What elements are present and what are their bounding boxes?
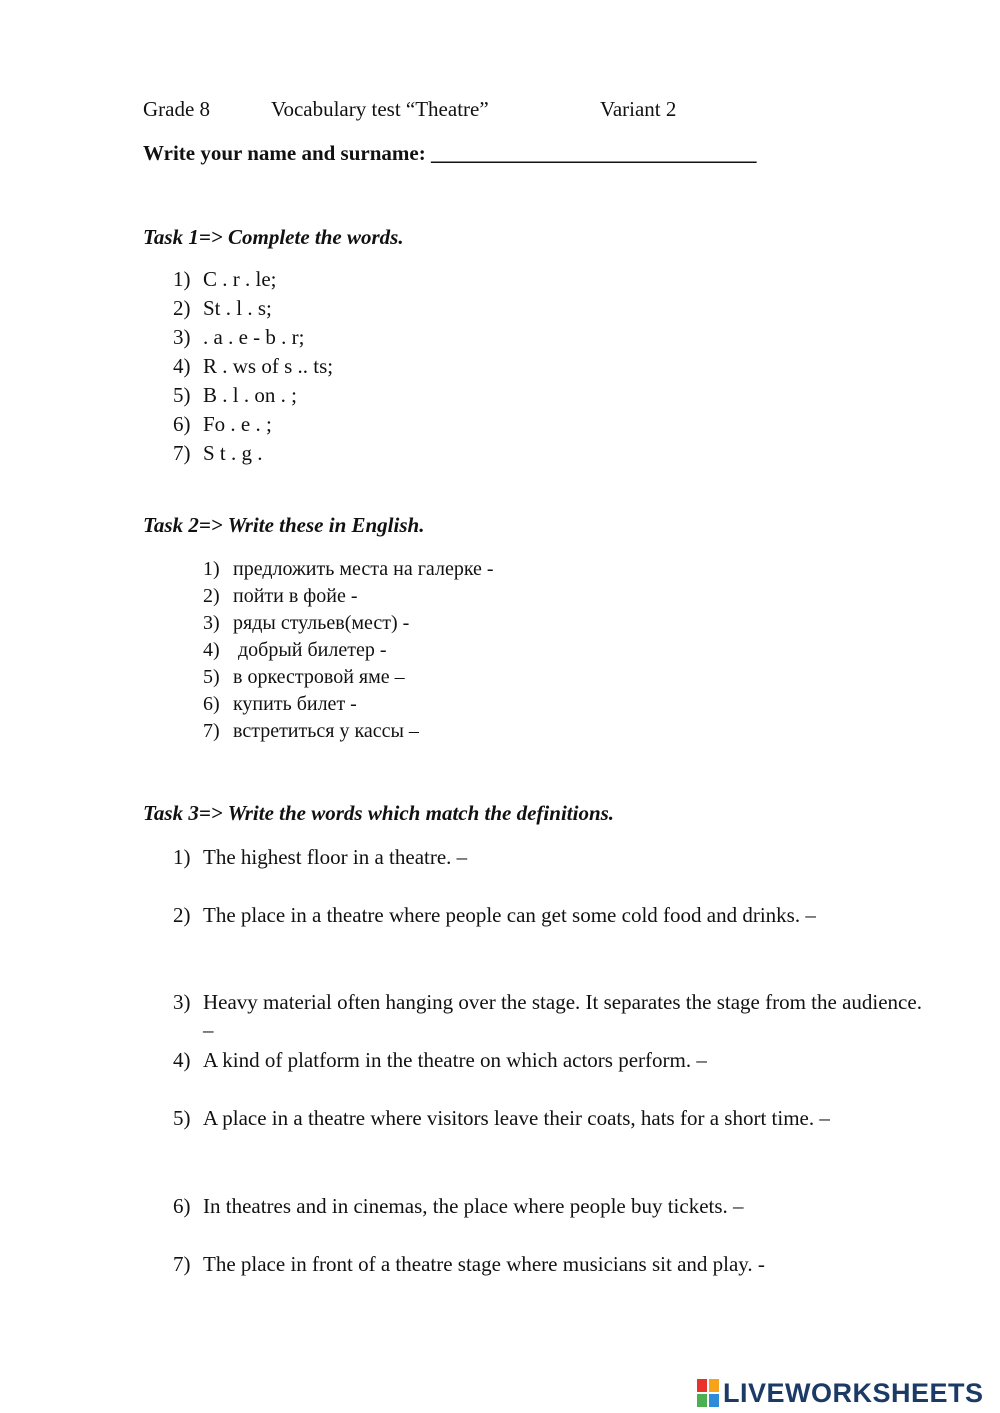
task3-title: Task 3=> Write the words which match the definitions. bbox=[143, 801, 615, 825]
task1-item: 3) . a . e - b . r; bbox=[173, 325, 305, 349]
liveworksheets-logo-text: LIVEWORKSHEETS bbox=[723, 1377, 984, 1408]
variant-label: Variant 2 bbox=[600, 97, 677, 121]
task3-item: 6) In theatres and in cinemas, the place where people buy tickets. – bbox=[173, 1194, 744, 1218]
liveworksheets-logo bbox=[697, 1376, 984, 1410]
task2-item: 5) в оркестровой яме – bbox=[203, 666, 405, 688]
task2-item: 1) предложить места на галерке - bbox=[203, 558, 494, 580]
task2-item: 7) встретиться у кассы – bbox=[203, 720, 419, 742]
task2-list bbox=[203, 555, 494, 744]
task2-item: 3) ряды стульев(мест) - bbox=[203, 612, 410, 634]
test-title: Vocabulary test “Theatre” bbox=[271, 97, 489, 121]
task1-item: 1) C . r . le; bbox=[173, 267, 277, 291]
task3-item: 5) A place in a theatre where visitors leave their coats, hats for a short time. – bbox=[173, 1106, 830, 1130]
task1-list bbox=[173, 265, 333, 468]
liveworksheets-logo-icon bbox=[697, 1379, 719, 1407]
task3-item: 3) Heavy material often hanging over the stage. It separates the stage from the audience. – bbox=[173, 990, 922, 1042]
task3-item: 1) The highest floor in a theatre. – bbox=[173, 845, 468, 869]
task1-item: 2) St . l . s; bbox=[173, 296, 272, 320]
task2-title: Task 2=> Write these in English. bbox=[143, 513, 425, 537]
task1-item: 5) B . l . on . ; bbox=[173, 383, 297, 407]
task1-item: 7) S t . g . bbox=[173, 441, 263, 465]
name-prompt: Write your name and surname: _______________________________ bbox=[143, 141, 757, 165]
task2-item: 2) пойти в фойе - bbox=[203, 585, 358, 607]
task2-item: 4) добрый билетер - bbox=[203, 639, 387, 661]
task3-item: 4) A kind of platform in the theatre on which actors perform. – bbox=[173, 1048, 707, 1072]
task3-item: 7) The place in front of a theatre stage where musicians sit and play. - bbox=[173, 1252, 765, 1276]
task1-item: 6) Fo . e . ; bbox=[173, 412, 272, 436]
grade-label: Grade 8 bbox=[143, 97, 211, 121]
task3-item: 2) The place in a theatre where people can get some cold food and drinks. – bbox=[173, 903, 816, 927]
task1-title: Task 1=> Complete the words. bbox=[143, 225, 404, 249]
task2-item: 6) купить билет - bbox=[203, 693, 357, 715]
task1-item: 4) R . ws of s .. ts; bbox=[173, 354, 334, 378]
